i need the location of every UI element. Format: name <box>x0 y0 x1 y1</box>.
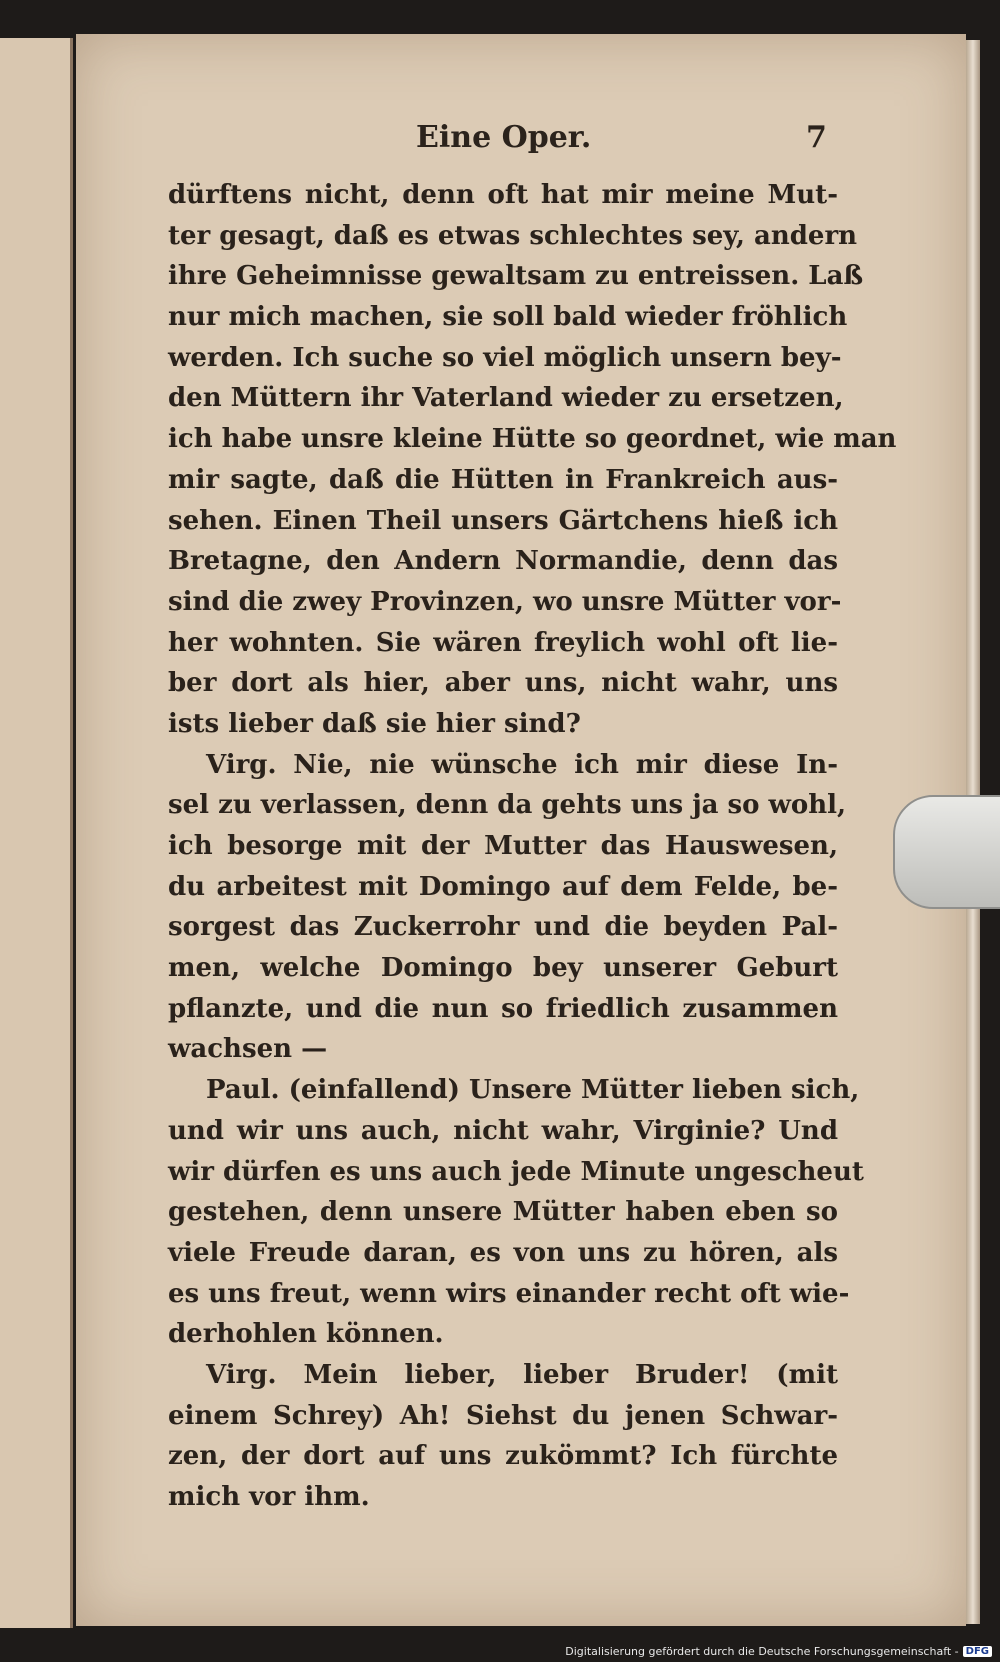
text-line: sehen. Einen Theil unsers Gärtchens hieß ich <box>168 505 838 536</box>
text-line: ists lieber daß sie hier sind? <box>168 708 581 739</box>
text-line: es uns freut, wenn wirs einander recht oft wie- <box>168 1278 850 1309</box>
page-number: 7 <box>806 120 827 155</box>
text-line: dürftens nicht, denn oft hat mir meine Mut- <box>168 180 838 210</box>
text-line: werden. Ich suche so viel möglich unsern bey- <box>168 342 842 373</box>
text-line: men, welche Domingo bey unserer Geburt <box>168 953 838 984</box>
text-line: ihre Geheimnisse gewaltsam zu entreissen. Laß <box>168 261 864 292</box>
running-head: Eine Oper. <box>416 120 592 155</box>
text-line: sel zu verlassen, denn da gehts uns ja so wohl, <box>168 790 847 821</box>
text-line: ber dort als hier, aber uns, nicht wahr, uns <box>168 668 838 699</box>
text-line: wir dürfen es uns auch jede Minute ungescheut <box>168 1156 864 1187</box>
page-clip-tab <box>893 795 1000 909</box>
text-line: den Müttern ihr Vaterland wieder zu ersetzen, <box>168 383 844 414</box>
text-line: sind die zwey Provinzen, wo unsre Mütter vor- <box>168 586 842 617</box>
text-line: wachsen — <box>168 1034 328 1065</box>
dfg-logo: DFG <box>963 1646 992 1657</box>
text-line: her wohnten. Sie wären freylich wohl oft lie- <box>168 627 838 658</box>
text-line: und wir uns auch, nicht wahr, Virginie? Und <box>168 1115 838 1146</box>
text-line: nur mich machen, sie soll bald wieder fröhlich <box>168 302 848 333</box>
page-header <box>76 120 966 160</box>
text-line: viele Freude daran, es von uns zu hören, als <box>168 1237 838 1268</box>
text-line: zen, der dort auf uns zukömmt? Ich fürchte <box>168 1441 838 1472</box>
text-line: sorgest das Zuckerrohr und die beyden Pal- <box>168 912 838 943</box>
text-line: ter gesagt, daß es etwas schlechtes sey, andern <box>168 220 858 251</box>
text-line: einem Schrey) Ah! Siehst du jenen Schwar- <box>168 1400 838 1431</box>
text-line: gestehen, denn unsere Mütter haben eben so <box>168 1197 838 1228</box>
facing-page-edge <box>0 38 73 1628</box>
digitization-credit <box>565 1645 992 1658</box>
text-line: Bretagne, den Andern Normandie, denn das <box>168 546 838 577</box>
text-line: Paul. (einfallend) Unsere Mütter lieben sich, <box>206 1075 860 1106</box>
text-line: ich habe unsre kleine Hütte so geordnet, wie man <box>168 424 897 455</box>
text-line: ich besorge mit der Mutter das Hauswesen, <box>168 831 838 861</box>
text-line: pflanzte, und die nun so friedlich zusammen <box>168 993 838 1024</box>
text-line: Virg. Nie, nie wünsche ich mir diese In- <box>206 749 838 780</box>
text-line: mir sagte, daß die Hütten in Frankreich aus- <box>168 464 838 495</box>
text-line: Virg. Mein lieber, lieber Bruder! (mit <box>206 1359 838 1390</box>
text-line: derhohlen können. <box>168 1319 444 1350</box>
text-line: du arbeitest mit Domingo auf dem Felde, be- <box>168 871 838 902</box>
credit-text: Digitalisierung gefördert durch die Deutsche Forschungsgemeinschaft - <box>565 1645 959 1658</box>
text-line: mich vor ihm. <box>168 1482 370 1512</box>
body-text <box>168 175 897 1518</box>
